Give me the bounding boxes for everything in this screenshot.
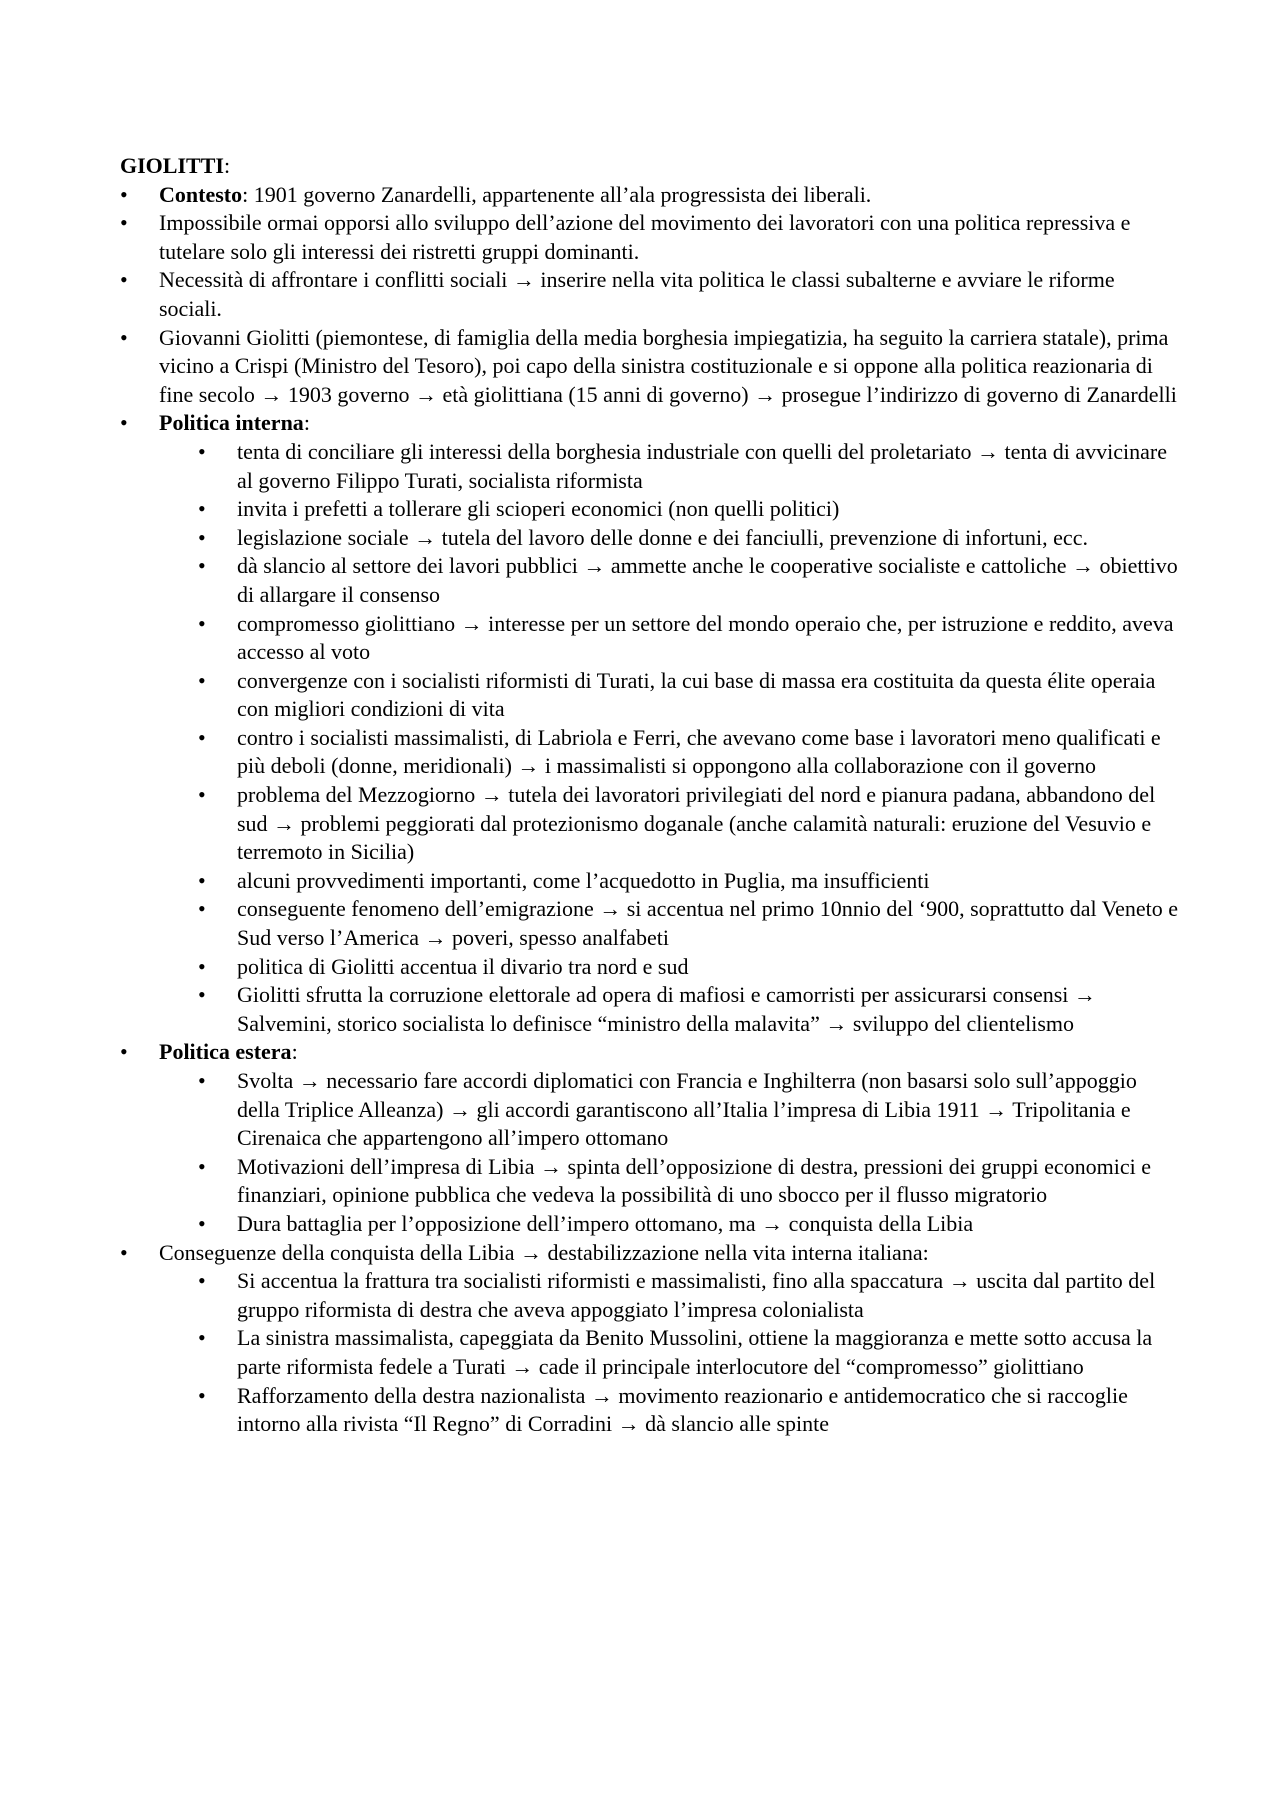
item-bold-label: Politica estera (159, 1039, 292, 1065)
sub-list-politica-estera (120, 1067, 1180, 1239)
sub-list-item (120, 438, 1180, 495)
sub-item-text: compromesso giolittiano → interesse per un settore del mondo operaio che, per istruzione e reddito, aveva accesso al voto (237, 610, 1174, 665)
sub-list-item (120, 724, 1180, 781)
sub-list-item (120, 610, 1180, 667)
sub-list-item (120, 981, 1180, 1038)
bullet-icon: • (198, 496, 206, 522)
sub-list-item (120, 867, 1180, 896)
bullet-icon: • (198, 667, 206, 693)
item-text: : 1901 governo Zanardelli, appartenente all’ala progressista dei liberali. (242, 181, 872, 207)
sub-item-text: problema del Mezzogiorno → tutela dei lavoratori privilegiati del nord e pianura padana, abbandono del sud → problemi peggiorati dal protezionismo doganale (anche calamità naturali: eruzione del Vesuvio e terremoto in Sicilia) (237, 782, 1156, 865)
bullet-icon: • (120, 210, 128, 236)
sub-item-text: Giolitti sfrutta la corruzione elettorale ad opera di mafiosi e camorristi per assicurarsi consensi → Salvemini, storico socialista lo definisce “ministro della malavita” → sviluppo del clientelismo (237, 982, 1096, 1036)
sub-list-item (120, 781, 1180, 867)
bullet-icon: • (198, 1268, 206, 1294)
bullet-icon: • (198, 724, 206, 750)
sub-item-text: Rafforzamento della destra nazionalista → movimento reazionario e antidemocratico che si raccoglie intorno alla rivista “Il Regno” di Corradini → dà slancio alle spinte (237, 1382, 1128, 1437)
sub-item-text: dà slancio al settore dei lavori pubblici → ammette anche le cooperative socialiste e cattoliche → obiettivo di allargare il consenso (237, 553, 1178, 607)
bullet-icon: • (198, 1325, 206, 1351)
bullet-icon: • (198, 782, 206, 808)
document-page (120, 152, 1180, 1439)
sub-item-text: alcuni provvedimenti importanti, come l’acquedotto in Puglia, ma insufficienti (237, 867, 930, 893)
list-item-conseguenze (120, 1239, 1180, 1439)
bullet-icon: • (198, 1210, 206, 1236)
sub-list-item (120, 1382, 1180, 1439)
bullet-icon: • (198, 953, 206, 979)
sub-item-text: conseguente fenomeno dell’emigrazione → si accentua nel primo 10nnio del ‘900, soprattutto dal Veneto e Sud verso l’America → poveri, spesso analfabeti (237, 896, 1179, 951)
bullet-icon: • (198, 524, 206, 550)
sub-item-text: invita i prefetti a tollerare gli scioperi economici (non quelli politici) (237, 496, 840, 522)
sub-list-item (120, 895, 1180, 952)
sub-list-item (120, 667, 1180, 724)
bullet-icon: • (198, 438, 206, 464)
sub-item-text: Dura battaglia per l’opposizione dell’impero ottomano, ma → conquista della Libia (237, 1210, 974, 1236)
list-item-contesto (120, 181, 1180, 210)
item-bold-label: Politica interna (159, 410, 304, 436)
sub-item-text: contro i socialisti massimalisti, di Labriola e Ferri, che avevano come base i lavoratori meno qualificati e più deboli (donne, meridionali) → i massimalisti si oppongono alla collaborazione con il governo (237, 724, 1161, 779)
list-item-politica-estera (120, 1038, 1180, 1238)
sub-item-text: legislazione sociale → tutela del lavoro delle donne e dei fanciulli, prevenzione di infortuni, ecc. (237, 524, 1088, 550)
bullet-icon: • (198, 1382, 206, 1408)
bullet-icon: • (198, 1068, 206, 1093)
bullet-icon: • (120, 410, 128, 436)
item-text: : (303, 410, 310, 436)
sub-list-item (120, 552, 1180, 609)
bullet-icon: • (198, 610, 206, 636)
bullet-icon: • (198, 1153, 206, 1179)
main-list (120, 181, 1180, 1439)
bullet-icon: • (120, 181, 128, 207)
bullet-icon: • (198, 867, 206, 893)
sub-item-text: convergenze con i socialisti riformisti di Turati, la cui base di massa era costituita da questa élite operaia con migliori condizioni di vita (237, 667, 1156, 722)
bullet-icon: • (198, 982, 206, 1008)
item-text: : (291, 1039, 298, 1065)
document-title (120, 152, 1180, 181)
sub-list-conseguenze (120, 1267, 1180, 1439)
bullet-icon: • (198, 896, 206, 922)
sub-list-item (120, 524, 1180, 553)
item-bold-label: Contesto (159, 181, 243, 207)
sub-list-item (120, 1153, 1180, 1210)
sub-item-text: Motivazioni dell’impresa di Libia → spinta dell’opposizione di destra, pressioni dei gruppi economici e finanziari, opinione pubblica che vedeva la possibilità di uno sbocco per il flusso migratorio (237, 1153, 1152, 1208)
sub-list-politica-interna (120, 438, 1180, 1038)
bullet-icon: • (198, 553, 206, 579)
item-text: Giovanni Giolitti (piemontese, di famiglia della media borghesia impiegatizia, ha seguito la carriera statale), prima vicino a Crispi (Ministro del Tesoro), poi capo della sinistra costituzionale e si oppone alla politica reazionaria di fine secolo → 1903 governo → età giolittiana (15 anni di governo) → prosegue l’indirizzo di governo di Zanardelli (159, 324, 1177, 407)
bullet-icon: • (120, 1039, 128, 1065)
bullet-icon: • (120, 267, 128, 293)
sub-list-item (120, 953, 1180, 982)
bullet-icon: • (120, 1239, 128, 1265)
sub-list-item (120, 1210, 1180, 1239)
list-item (120, 266, 1180, 323)
sub-item-text: La sinistra massimalista, capeggiata da Benito Mussolini, ottiene la maggioranza e mette sotto accusa la parte riformista fedele a Turati → cade il principale interlocutore del “compromesso” giolittiano (237, 1325, 1153, 1379)
sub-list-item (120, 1267, 1180, 1324)
sub-item-text: politica di Giolitti accentua il divario tra nord e sud (237, 953, 689, 979)
title-text: GIOLITTI (120, 153, 224, 178)
list-item (120, 209, 1180, 266)
sub-item-text: Svolta → necessario fare accordi diplomatici con Francia e Inghilterra (non basarsi solo sull’appoggio della Triplice Alleanza) → gli accordi garantiscono all’Italia l’impresa di Libia 1911 → Tripolitania e Cirenaica che appartengono all’impero ottomano (237, 1068, 1137, 1151)
sub-list-item (120, 495, 1180, 524)
list-item-politica-interna (120, 409, 1180, 1038)
sub-list-item (120, 1067, 1180, 1153)
item-text: Necessità di affrontare i conflitti sociali → inserire nella vita politica le classi subalterne e avviare le riforme sociali. (159, 267, 1115, 321)
sub-list-item (120, 1324, 1180, 1381)
item-text: Conseguenze della conquista della Libia → destabilizzazione nella vita interna italiana: (159, 1239, 929, 1265)
list-item (120, 324, 1180, 410)
title-colon: : (223, 153, 231, 178)
bullet-icon: • (120, 324, 128, 350)
sub-item-text: Si accentua la frattura tra socialisti riformisti e massimalisti, fino alla spaccatura → uscita dal partito del gruppo riformista di destra che aveva appoggiato l’impresa colonialista (237, 1268, 1156, 1322)
sub-item-text: tenta di conciliare gli interessi della borghesia industriale con quelli del proletariato → tenta di avvicinare al governo Filippo Turati, socialista riformista (237, 438, 1167, 493)
item-text: Impossibile ormai opporsi allo sviluppo dell’azione del movimento dei lavoratori con una politica repressiva e tutelare solo gli interessi dei ristretti gruppi dominanti. (159, 210, 1131, 264)
